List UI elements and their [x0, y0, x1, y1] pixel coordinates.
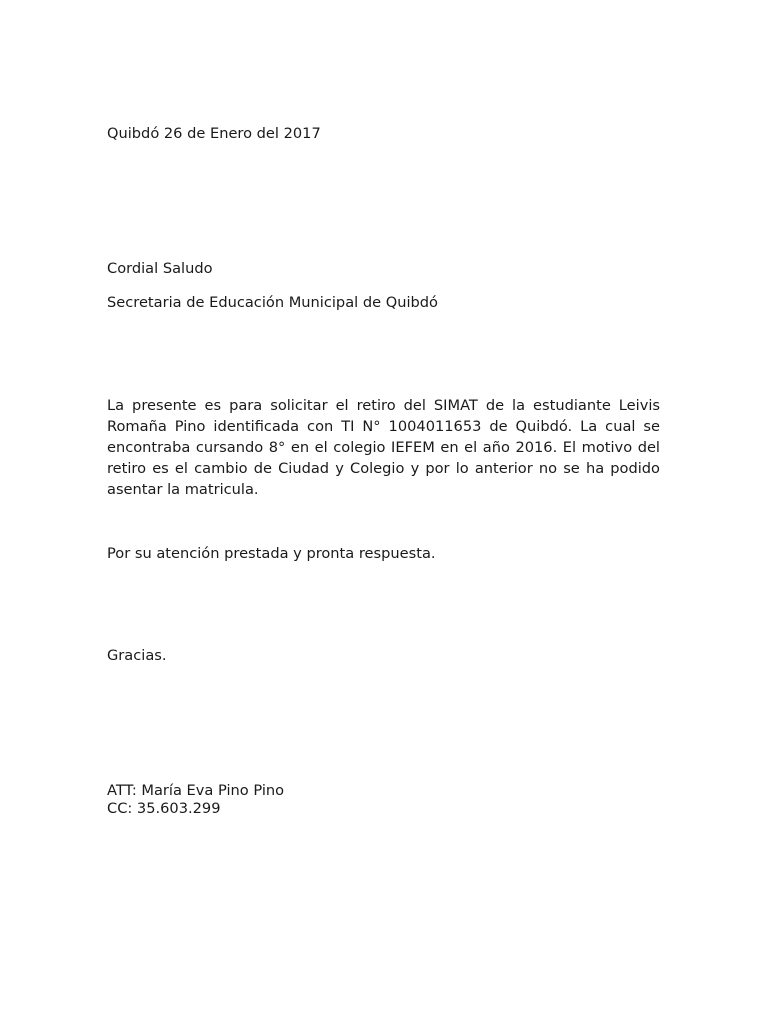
letter-date: Quibdó 26 de Enero del 2017 — [107, 125, 321, 142]
letter-thanks: Gracias. — [107, 647, 167, 664]
signature-id: CC: 35.603.299 — [107, 800, 221, 817]
letter-closing: Por su atención prestada y pronta respuesta. — [107, 545, 436, 562]
letter-greeting: Cordial Saludo — [107, 260, 213, 277]
letter-body-paragraph: La presente es para solicitar el retiro del SIMAT de la estudiante Leivis Romaña Pino identificada con TI N° 1004011653 de Quibdó. La cual se encontraba cursando 8° en el colegio IEFEM en el año 2016. El motivo del retiro es el cambio de Ciudad y Colegio y por lo anterior no se ha podido asentar la matricula. — [107, 397, 660, 498]
signature-name: ATT: María Eva Pino Pino — [107, 782, 285, 799]
signature-block — [107, 782, 284, 818]
letter-recipient: Secretaria de Educación Municipal de Quibdó — [107, 294, 438, 311]
